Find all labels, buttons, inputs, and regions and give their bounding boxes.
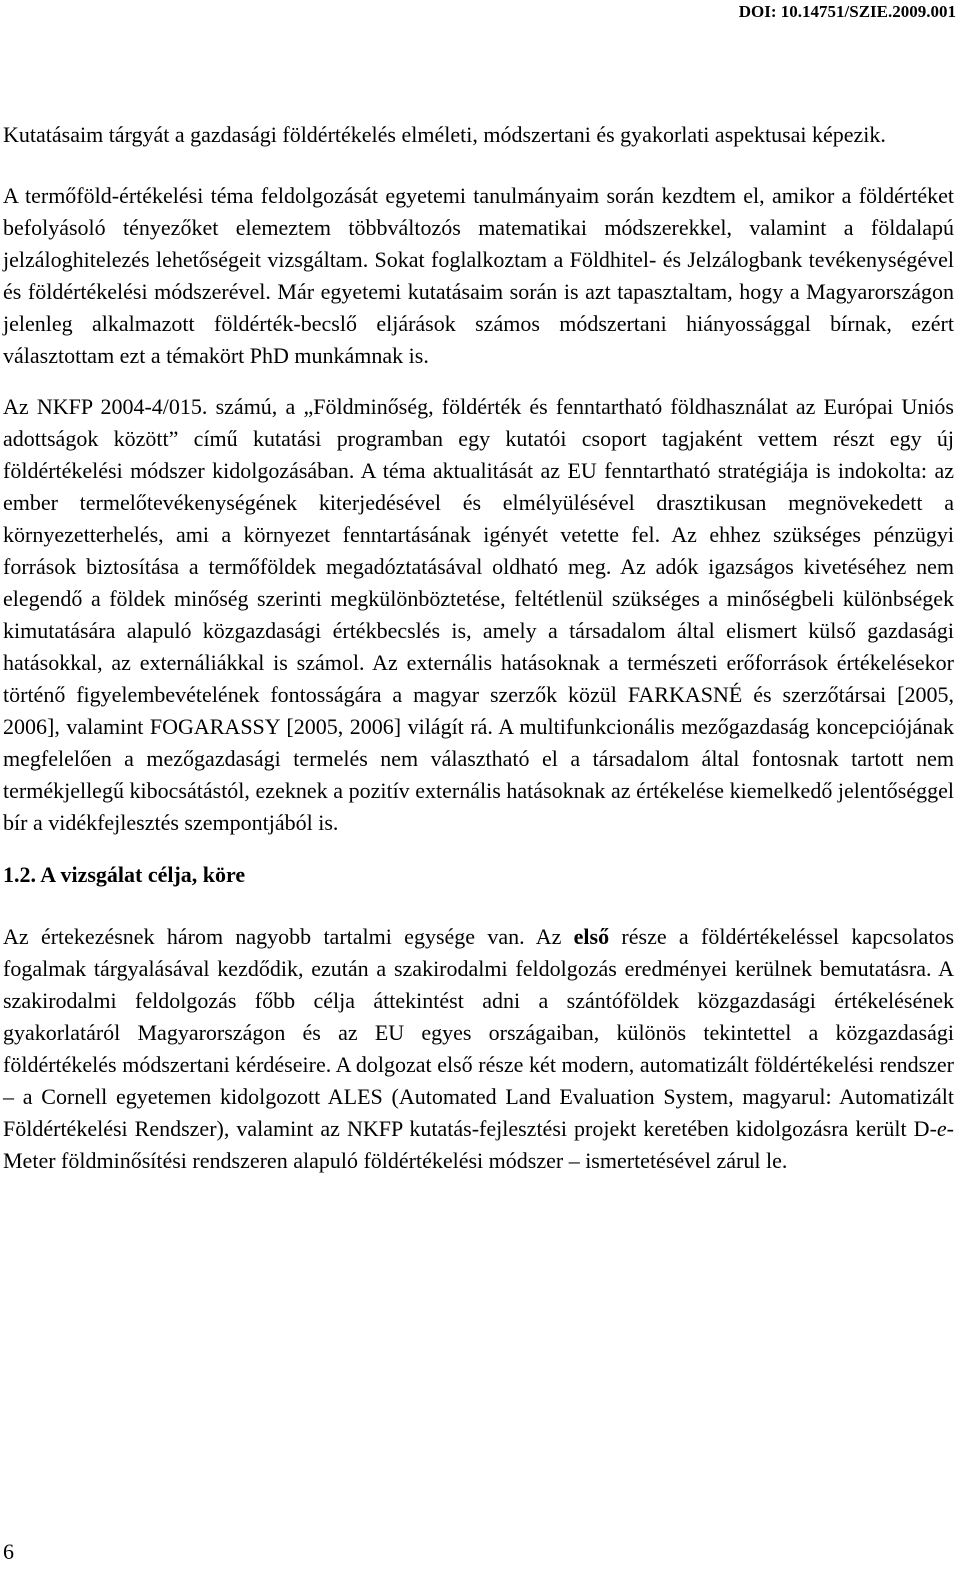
structure-text-3: -Meter földminősítési rendszeren alapuló földértékelési módszer – ismertetésével zárul le. [3,1116,954,1173]
structure-text-2: része a földértékeléssel kapcsolatos fogalmak tárgyalásával kezdődik, ezután a szakirodalmi feldolgozás eredményei kerülnek bemutatásra. A szakirodalmi feldolgozás főbb célja áttekintést adni a szántóföldek közgazdasági értékelésének gyakorlatáról Magyarországon és az EU egyes országaiban, különös tekintettel a közgazdasági földértékelés módszertani kérdéseire. A dolgozat első része két modern, automatizált földértékelési rendszer – a Cornell egyetemen kidolgozott ALES (Automated Land Evaluation System, magyarul: Automatizált Földértékelési Rendszer), valamint az NKFP kutatás-fejlesztési projekt keretében kidolgozásra került D- [3,924,955,1141]
structure-text-1: Az értekezésnek három nagyobb tartalmi egysége van. Az [3,924,574,949]
page-body [3,119,954,1177]
structure-italic-e: e [936,1116,947,1141]
section-heading: 1.2. A vizsgálat célja, köre [3,862,246,887]
page-number: 6 [3,1539,14,1564]
doi-header: DOI: 10.14751/SZIE.2009.001 [738,2,956,21]
paragraph-dissertation-structure [3,921,954,1177]
paragraph-topic-background: A termőföld-értékelési téma feldolgozását egyetemi tanulmányaim során kezdtem el, amikor a földértéket befolyásoló tényezőket elemeztem többváltozós matematikai módszerekkel, valamint a földalapú jelzáloghitelezés lehetőségeit vizsgáltam. Sokat foglalkoztam a Földhitel- és Jelzálogbank tevékenységével és földértékelési módszerével. Már egyetemi kutatásaim során is azt tapasztaltam, hogy a Magyarországon jelenleg alkalmazott földérték-becslő eljárások számos módszertani hiányossággal bírnak, ezért választottam ezt a témakört PhD munkámnak is. [3,183,954,368]
paragraph-research-subject: Kutatásaim tárgyát a gazdasági földértékelés elméleti, módszertani és gyakorlati aspektusai képezik. [3,122,886,147]
paragraph-nkfp-project: Az NKFP 2004-4/015. számú, a „Földminőség, földérték és fenntartható földhasználat az Európai Uniós adottságok között” című kutatási programban egy kutatói csoport tagjaként vettem részt egy új földértékelési módszer kidolgozásában. A téma aktualitását az EU fenntartható stratégiája is indokolta: az ember termelőtevékenységének kiterjedésével és elmélyülésével drasztikusan megnövekedett a környezetterhelés, ami a környezet fenntartásának igényét vetette fel. Az ehhez szükséges pénzügyi források biztosítása a termőföldek megadóztatásával oldható meg. Az adók igazságos kivetéséhez nem elegendő a földek minőség szerinti megkülönböztetése, feltétlenül szükséges a minőségbeli különbségek kimutatására alapuló közgazdasági értékbecslés is, amely a társadalom által elismert külső gazdasági hatásokkal, az externáliákkal is számol. Az externális hatásoknak a természeti erőforrások értékelésekor történő figyelembevételének fontosságára a magyar szerzők közül FARKASNÉ és szerzőtársai [2005, 2006], valamint FOGARASSY [2005, 2006] világít rá. A multifunkcionális mezőgazdaság koncepciójának megfelelően a mezőgazdasági termelés nem választható el a társadalom által fontosnak tartott nem termékjellegű kibocsátástól, ezeknek a pozitív externális hatásoknak az értékelése kiemelkedő jelentőséggel bír a vidékfejlesztés szempontjából is. [3,394,954,835]
structure-bold-first: első [573,924,610,949]
